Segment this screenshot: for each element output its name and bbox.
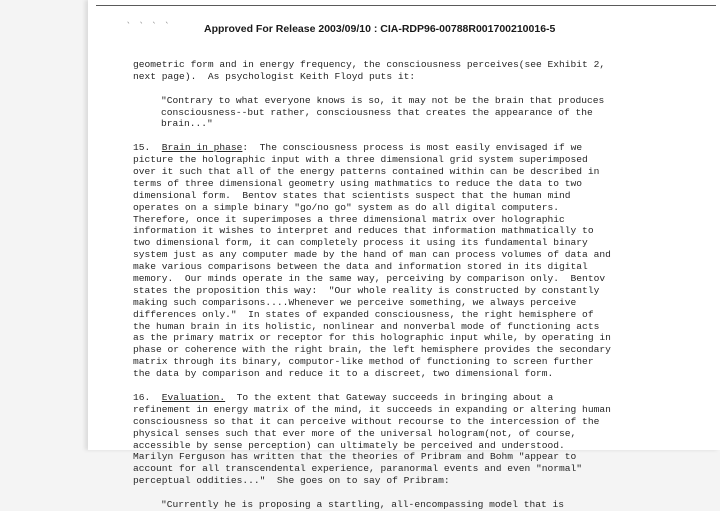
text-line: system just as any computer made by the hand of man can process volumes of data and — [133, 249, 611, 261]
text-line: differences only." In states of expanded consciousness, the right hemisphere of — [133, 308, 594, 320]
text-line: information it wishes to interpret and reduces that information mathmatically to — [133, 225, 594, 237]
text-line: account for all transcendental experience, paranormal events and even "normal" — [133, 463, 583, 475]
text-line: Marilyn Ferguson has written that the theories of Pribram and Bohm "appear to — [133, 451, 577, 463]
text-line: operates on a simple binary "go/no go" system as do all digital computers. — [133, 201, 560, 213]
text-line: picture the holographic input with a three dimensional grid system superimposed — [133, 154, 588, 166]
scan-marks: ` ` ` ` — [126, 22, 171, 32]
text-line: physical senses such that ever more of the universal hologram(not, of course, — [133, 427, 577, 439]
section-number: 15. — [133, 142, 151, 154]
text-line: over it such that all of the energy patterns contained within can be described in — [133, 166, 600, 178]
intro-paragraph — [133, 59, 693, 83]
text-line: as the primary matrix or receptor for this holographic input while, by operating in — [133, 332, 611, 344]
document-body — [133, 59, 693, 511]
text-line: perceptual oddities..." She goes on to say of Pribram: — [133, 475, 450, 487]
text-line: phase or coherence with the right brain, the left hemisphere provides the secondary — [133, 344, 611, 356]
section-15-first-line — [133, 142, 693, 154]
section-lead-text: : The consciousness process is most easily envisaged if we — [242, 142, 583, 154]
text-line: next page). As psychologist Keith Floyd puts it: — [133, 70, 416, 82]
text-line: matrix through its binary, computor-like method of functioning to screen further — [133, 356, 594, 368]
section-16-first-line — [133, 392, 693, 404]
text-line: making such comparisons....Whenever we perceive something, we always perceive — [133, 296, 577, 308]
page-top-edge — [96, 5, 716, 6]
section-heading: Brain in phase — [161, 142, 243, 154]
release-header: Approved For Release 2003/09/10 : CIA-RDP96-00788R001700210016-5 — [204, 23, 556, 35]
section-number: 16. — [133, 391, 151, 403]
text-line: Therefore, once it superimposes a three dimensional matrix over holographic — [133, 213, 565, 225]
text-line: accessible by sense perception) can ultimately be perceived and understood. — [133, 439, 565, 451]
section-lead-text: To the extent that Gateway succeeds in bringing about a — [225, 391, 554, 403]
text-line: the data by comparison and reduce it to a discreet, two dimensional form. — [133, 368, 554, 380]
text-line: terms of three dimensional geometry using mathmatics to reduce the data to two — [133, 177, 583, 189]
text-line: states the proposition this way: "Our whole reality is constructed by constantly — [133, 284, 600, 296]
pribram-quote — [133, 499, 693, 511]
floyd-quote — [133, 95, 693, 131]
text-line: make various comparisons between the data and information stored in its digital — [133, 261, 588, 273]
quote-line: brain..." — [161, 118, 213, 130]
text-line: dimensional form. Bentov states that scientists suspect that the human mind — [133, 189, 571, 201]
section-heading: Evaluation. — [161, 391, 226, 403]
text-line: consciousness so that it can perceive without recourse to the intercession of the — [133, 415, 600, 427]
section-16 — [133, 392, 693, 487]
text-line: the human brain in its holistic, nonlinear and nonverbal mode of functioning acts — [133, 320, 600, 332]
text-line: geometric form and in energy frequency, the consciousness perceives(see Exhibit 2, — [133, 59, 606, 70]
quote-line: consciousness--but rather, consciousness that creates the appearance of the — [161, 106, 593, 118]
text-line: memory. Our minds operate in the same way, perceiving by comparison only. Bentov — [133, 273, 606, 285]
text-line: two dimensional form, it can completely process it using its fundamental binary — [133, 237, 588, 249]
text-line: refinement in energy matrix of the mind, it succeeds in expanding or altering human — [133, 403, 611, 415]
quote-line: "Currently he is proposing a startling, all-encompassing model that is — [161, 498, 565, 510]
quote-line: "Contrary to what everyone knows is so, it may not be the brain that produces — [161, 94, 605, 106]
section-15 — [133, 142, 693, 380]
